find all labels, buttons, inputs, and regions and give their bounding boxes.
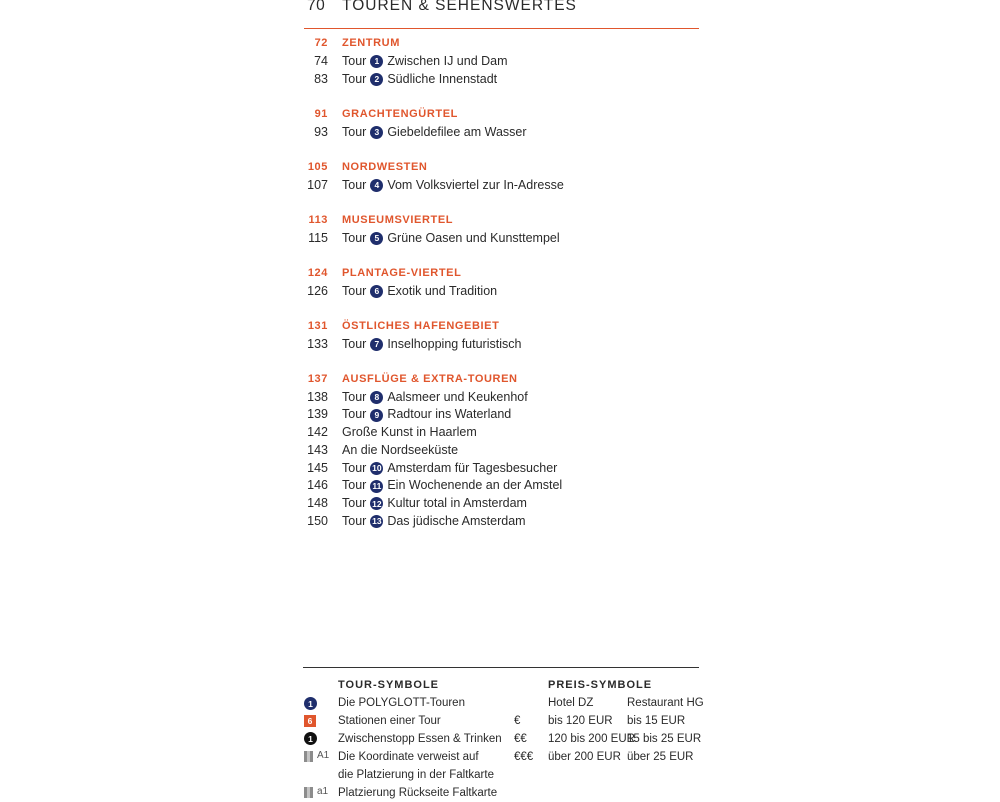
legend [303,667,704,799]
tour-word: Tour [342,496,367,510]
tour-word: Tour [342,53,367,68]
tour-number-icon: 12 [372,498,382,509]
section-page-number: 113 [308,213,328,226]
tour-number-icon: 5 [370,232,383,245]
entry-content [342,460,557,478]
section-page-number: 91 [314,107,328,120]
entry-page-number: 74 [314,53,328,68]
section-title: MUSEUMSVIERTEL [342,213,454,226]
price-restaurant: über 25 EUR [627,751,694,763]
entry-page-number: 115 [308,230,328,245]
tour-number-icon: 3 [370,126,383,139]
section-title: ÖSTLICHES HAFENGEBIET [342,319,500,332]
entry-content [342,389,528,407]
toc-entry[interactable] [304,495,704,513]
entry-title: Vom Volksviertel zur In-Adresse [387,177,564,192]
toc-entry[interactable] [304,124,704,142]
entry-content [342,283,497,301]
price-restaurant: bis 15 EUR [627,715,686,727]
toc-entry[interactable] [304,230,704,248]
price-symbol: € [514,715,521,727]
tour-word: Tour [342,513,367,528]
entry-title: Aalsmeer und Keukenhof [387,389,528,404]
entry-content [342,230,560,248]
tour-number-icon: 9 [370,409,383,422]
tour-number-icon: 10 [372,463,382,474]
legend-tour-item: Platzierung Rückseite Faltkarte [338,787,498,799]
entry-title: Exotik und Tradition [387,283,498,298]
tour-number-icon: 11 [372,480,382,491]
entry-page-number: 126 [307,283,328,298]
entry-content [342,477,562,495]
tour-word: Tour [342,230,367,245]
entry-content [342,442,458,460]
tour-number-icon: 6 [370,285,383,298]
entry-page-number: 143 [307,442,328,457]
toc-section-heading[interactable] [304,212,704,230]
toc-entry[interactable] [304,513,704,531]
station-icon: 6 [304,715,316,727]
entry-page-number: 93 [314,124,328,139]
entry-page-number: 139 [307,407,328,422]
tour-word: Tour [342,283,367,298]
tour-symbols-heading: TOUR-SYMBOLE [338,679,440,691]
tour-word: Tour [342,124,367,139]
entry-title: Südliche Innenstadt [387,71,498,86]
section-title: ZENTRUM [342,37,400,49]
entry-title: Das jüdische Amsterdam [387,513,526,528]
tour-number-icon: 4 [370,179,383,192]
toc-entry[interactable] [304,460,704,478]
entry-content [342,495,527,513]
entry-title: Radtour ins Waterland [387,407,512,422]
entry-page-number: 107 [307,177,328,192]
section-title: AUSFLÜGE & EXTRA-TOUREN [342,372,518,385]
toc-entry[interactable] [304,424,704,442]
legend-tour-item: Die Koordinate verweist auf [338,751,479,763]
chapter-title: TOUREN & SEHENSWERTES [342,0,577,14]
price-hotel: 120 bis 200 EUR [548,733,635,745]
food-stop-icon: 1 [304,732,317,745]
entry-title: Grüne Oasen und Kunsttempel [387,230,560,245]
tour-number-icon: 13 [372,516,382,527]
price-restaurant: 15 bis 25 EUR [627,733,702,745]
toc-section-heading[interactable] [304,265,704,283]
toc-entry[interactable] [304,283,704,301]
toc-section [304,106,704,142]
legend-tour-item: Stationen einer Tour [338,715,441,727]
toc-section [304,212,704,248]
entry-title: Große Kunst in Haarlem [342,425,477,439]
tour-number-icon: 1 [370,55,383,68]
toc-section-heading[interactable] [304,35,704,53]
entry-page-number: 142 [307,425,328,439]
price-hotel: über 200 EUR [548,751,621,763]
entry-page-number: 133 [307,336,328,351]
tour-number-icon: 7 [370,338,383,351]
toc-section [304,265,704,301]
toc-entry[interactable] [304,336,704,354]
tour-word: Tour [342,177,367,192]
entry-content [342,53,508,71]
entry-content [342,424,477,442]
entry-title: Zwischen IJ und Dam [387,53,508,68]
entry-title: An die Nordseeküste [342,442,459,457]
toc-entry[interactable] [304,177,704,195]
polyglott-tour-icon: 1 [304,697,317,710]
section-title: PLANTAGE-VIERTEL [342,266,462,279]
toc-section-heading[interactable] [304,318,704,336]
tour-number-icon: 2 [370,73,383,86]
toc-section [304,159,704,195]
entry-page-number: 146 [307,478,328,493]
entry-content [342,71,497,89]
table-of-contents [304,35,704,548]
price-hotel: bis 120 EUR [548,715,613,727]
legend-tour-item: Die POLYGLOTT-Touren [338,697,465,709]
toc-section-heading[interactable] [304,159,704,177]
price-col-restaurant: Restaurant HG [627,697,704,709]
entry-title: Amsterdam für Tagesbesucher [387,460,558,475]
coordinate-lower: a1 [317,786,329,797]
legend-tour-item: die Platzierung in der Faltkarte [338,769,494,781]
entry-page-number: 148 [307,496,328,510]
price-symbol: €€€ [514,751,534,763]
tour-word: Tour [342,71,367,86]
toc-entry[interactable] [304,477,704,495]
entry-page-number: 150 [307,513,328,528]
toc-entry[interactable] [304,389,704,407]
entry-content [342,406,511,424]
entry-page-number: 138 [307,389,328,404]
folding-map-back-icon [304,787,313,798]
tour-word: Tour [342,478,367,493]
section-title: NORDWESTEN [342,160,428,173]
toc-entry[interactable] [304,53,704,71]
entry-title: Giebeldefilee am Wasser [387,124,527,139]
folding-map-icon [304,751,313,762]
toc-section [304,35,704,88]
chapter-page-number: 70 [307,0,326,14]
section-page-number: 131 [307,319,328,332]
chapter-header [304,0,699,29]
price-symbol: €€ [514,733,527,745]
toc-entry[interactable] [304,406,704,424]
entry-page-number: 145 [307,460,328,475]
section-page-number: 105 [307,160,328,173]
section-page-number: 137 [307,372,328,385]
tour-word: Tour [342,336,367,351]
entry-content [342,336,521,354]
toc-section [304,371,704,531]
toc-entry[interactable] [304,71,704,89]
tour-word: Tour [342,460,367,475]
entry-content [342,124,527,142]
legend-tour-item: Zwischenstopp Essen & Trinken [338,733,502,745]
entry-title: Kultur total in Amsterdam [387,496,527,510]
toc-section-heading[interactable] [304,106,704,124]
tour-number-icon: 8 [370,391,383,404]
price-symbols-heading: PREIS-SYMBOLE [548,679,653,691]
entry-page-number: 83 [314,71,328,86]
price-col-hotel: Hotel DZ [548,697,594,709]
entry-content [342,177,564,195]
section-page-number: 72 [314,37,328,49]
entry-content [342,513,526,531]
section-page-number: 124 [307,266,328,279]
toc-section-heading[interactable] [304,371,704,389]
toc-entry[interactable] [304,442,704,460]
coordinate-upper: A1 [317,750,330,761]
tour-word: Tour [342,407,367,422]
section-title: GRACHTENGÜRTEL [342,107,458,120]
toc-section [304,318,704,354]
entry-title: Inselhopping futuristisch [387,336,522,351]
entry-title: Ein Wochenende an der Amstel [387,478,563,493]
tour-word: Tour [342,389,367,404]
